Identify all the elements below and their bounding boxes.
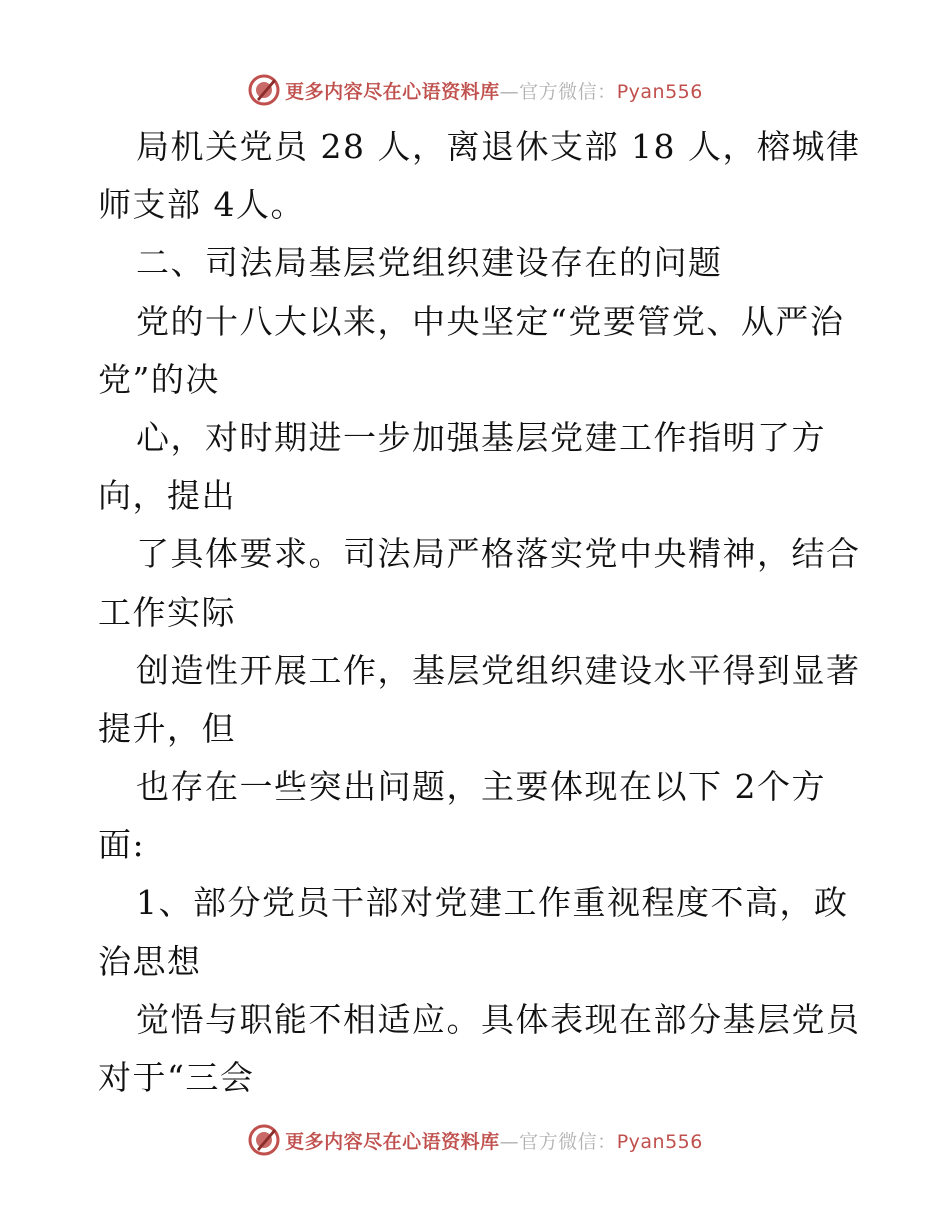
footer-brand-text: 更多内容尽在心语资料库 <box>285 1130 500 1153</box>
text-line: 觉悟与职能不相适应。具体表现在部分基层党员 <box>136 999 861 1039</box>
quill-seal-icon <box>247 1123 281 1157</box>
quill-seal-icon <box>247 73 281 107</box>
header-watermark-text <box>285 77 703 104</box>
footer-separator-text: —官方微信： <box>499 1130 617 1153</box>
text-line: 心，对时期进一步加强基层党建工作指明了方 <box>136 417 826 457</box>
text-line: 创造性开展工作，基层党组织建设水平得到显著 <box>136 650 861 690</box>
text-line: 治思想 <box>98 941 202 981</box>
footer-wechat-id: Pyan556 <box>616 1130 703 1153</box>
text-line: 局机关党员 28 人，离退休支部 18 人，榕城律 <box>136 127 861 166</box>
text-line: 对于“三会 <box>98 1058 255 1097</box>
text-line: 也存在一些突出问题，主要体现在以下 2个方 <box>136 767 826 807</box>
text-line: 工作实际 <box>98 592 236 632</box>
footer-watermark-banner <box>0 1120 950 1160</box>
text-line: 党”的决 <box>98 359 220 399</box>
header-brand-text: 更多内容尽在心语资料库 <box>285 80 500 103</box>
text-line: 向，提出 <box>98 476 236 516</box>
header-watermark-banner <box>0 70 950 110</box>
footer-watermark-text <box>285 1127 703 1154</box>
header-separator-text: —官方微信： <box>499 80 617 103</box>
text-line: 1、部分党员干部对党建工作重视程度不高，政 <box>136 883 849 923</box>
document-body <box>98 118 898 1107</box>
text-line: 面: <box>98 825 146 865</box>
header-wechat-id: Pyan556 <box>616 80 703 103</box>
text-line: 提升，但 <box>98 708 236 748</box>
text-line: 二、司法局基层党组织建设存在的问题 <box>136 243 723 283</box>
text-line: 师支部 4人。 <box>98 185 305 225</box>
text-line: 了具体要求。司法局严格落实党中央精神，结合 <box>136 534 861 574</box>
text-line: 党的十八大以来，中央坚定“党要管党、从严治 <box>136 301 845 341</box>
